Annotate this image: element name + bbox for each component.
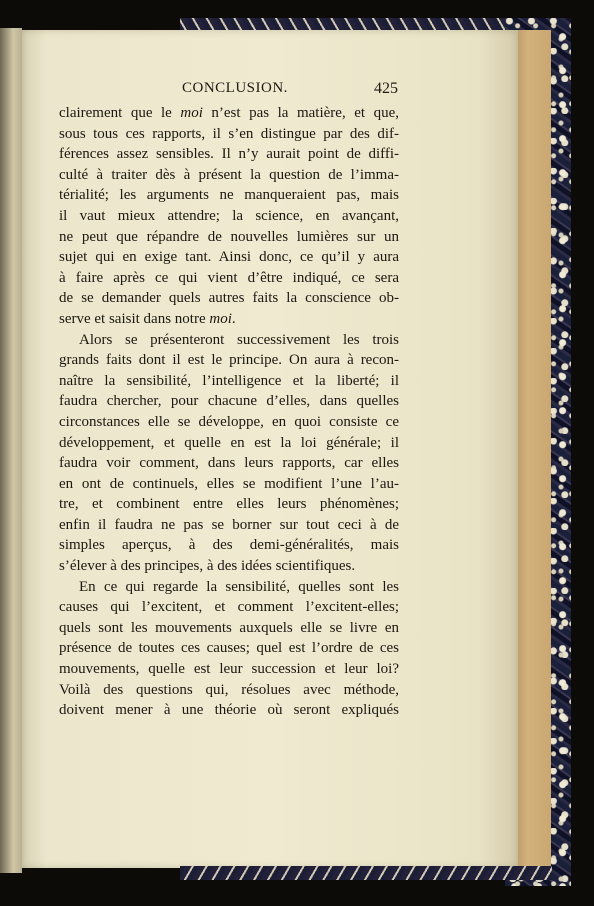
text-line: simples aperçus, à des demi-généralités, mais xyxy=(59,537,399,554)
text-line: il vaut mieux attendre; la science, en avançant, xyxy=(59,207,399,224)
body-text xyxy=(59,103,399,721)
text-line: naître la sensibilité, l’intelligence et la liberté; il xyxy=(59,372,399,389)
text-line: doivent mener à une théorie où seront expliqués xyxy=(59,702,399,719)
text-line: térialité; les arguments ne manqueraient pas, mais xyxy=(59,187,399,204)
text-line: Alors se présenteront successivement les trois xyxy=(79,331,399,348)
text-line: développement, et quelle en est la loi générale; il xyxy=(59,434,399,451)
text-line: à faire après ce qui vient d’être indiqué, ce sera xyxy=(59,269,399,286)
text-line: ne peut que répandre de nouvelles lumières sur un xyxy=(59,228,399,245)
text-line: tre, et combinent entre elles leurs phénomènes; xyxy=(59,496,399,513)
text-line: grands faits dont il est le principe. On aura à recon- xyxy=(59,352,399,369)
text-line: circonstances elle se développe, en quoi consiste ce xyxy=(59,413,399,430)
text-line: causes qui l’excitent, et comment l’excitent-elles; xyxy=(59,599,399,616)
text-line: serve et saisit dans notre moi. xyxy=(59,310,236,327)
text-line: clairement que le moi n’est pas la matière, et que, xyxy=(59,105,399,121)
text-line: faudra chercher, pour chacune d’elles, dans quelles xyxy=(59,393,399,410)
text-line: présence de toutes ces causes; quel est l’ordre de ces xyxy=(59,640,399,657)
text-line: culté à traiter dès à présent la question de l’imma- xyxy=(59,166,399,183)
page-number: 425 xyxy=(374,80,398,97)
text-line: en ont de continuels, elles se modifient l’une l’au- xyxy=(59,475,399,492)
text-line: Voilà des questions qui, résolues avec méthode, xyxy=(59,681,399,698)
text-line: enfin il faudra ne pas se borner sur tout ceci à de xyxy=(59,516,399,533)
marbled-board-bottom xyxy=(180,866,552,880)
text-line: En ce qui regarde la sensibilité, quelles sont les xyxy=(79,578,399,595)
text-line: faudra voir comment, dans leurs rapports, car elles xyxy=(59,455,399,472)
text-line: s’élever à des principes, à des idées scientifiques. xyxy=(59,558,356,575)
text-line: quels sont les mouvements auxquels elle se livre en xyxy=(59,619,399,636)
text-line: mouvements, quelle est leur succession et leur loi? xyxy=(59,661,399,678)
text-line: férences assez sensibles. Il n’y aurait point de diffi- xyxy=(59,146,399,163)
book-spine-gutter xyxy=(0,28,22,873)
text-line: sujet qui en exige tant. Ainsi donc, ce qu’il y aura xyxy=(59,249,399,266)
text-line: de se demander quels autres faits la conscience ob- xyxy=(59,290,399,307)
text-line: sous tous ces rapports, il s’en distingue par des dif- xyxy=(59,125,399,142)
running-title: CONCLUSION. xyxy=(182,80,288,96)
